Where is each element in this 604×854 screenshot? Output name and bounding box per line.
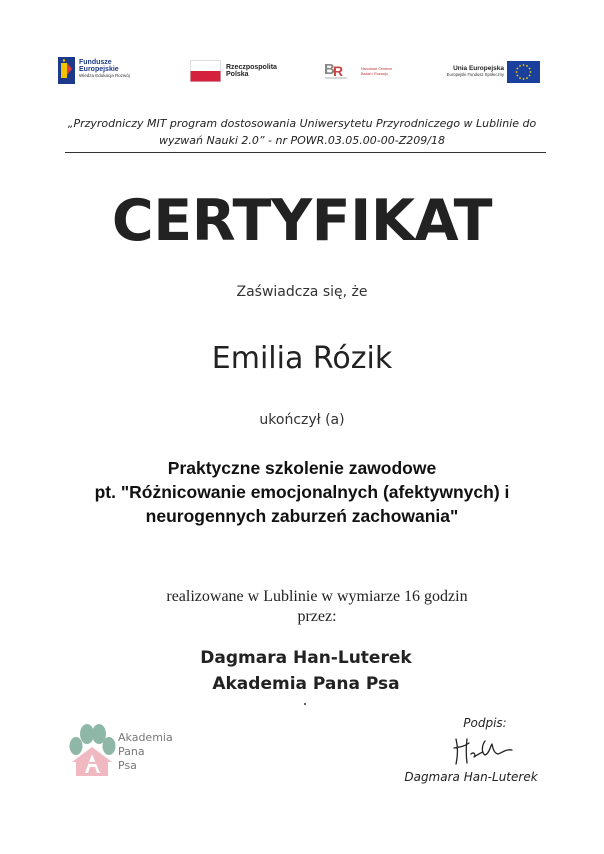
fe-title-2: Europejskie [79,66,119,74]
course-line-1: Praktyczne szkolenie zawodowe [167,458,437,478]
ncbr-mark-icon [323,58,349,82]
dot-mark [304,703,306,705]
course-title [40,456,564,528]
trainer-block [0,645,604,697]
svg-text:R: R [333,63,344,79]
logo-ncbr [323,58,393,84]
brand-line-3: Psa [118,759,137,772]
realization-line-2: przez: [297,608,337,625]
project-line-1: „Przyrodniczy MIT program dostosowania Uniwersytetu Przyrodniczego w Lublinie do [67,117,537,130]
project-description [40,115,564,149]
rp-title-2: Polska [226,71,249,79]
project-line-2: wyzwań Nauki 2.0” - nr POWR.03.05.00-00-Z209/18 [159,134,445,147]
fe-emblem-icon [58,57,75,84]
svg-text:B: B [324,61,335,78]
completed-text: ukończył (a) [259,412,345,428]
realization-line-1: realizowane w Lublinie w wymiarze 16 godzin [166,588,468,605]
divider-line [65,152,546,153]
ncbr-line-1: Narodowe Centrum [361,67,393,71]
eu-flag-icon [507,61,540,83]
fe-title-1: Fundusze [79,59,112,66]
course-line-3: neurogennych zaburzeń zachowania" [145,506,459,526]
brand-line-1: Akademia [118,731,173,744]
fe-subtitle: Wiedza Edukacja Rozwój [79,72,130,78]
trainer-name: Dagmara Han-Luterek [200,648,412,668]
brand-line-2: Pana [118,745,145,758]
handwritten-signature [452,733,516,767]
paw-house-icon [66,722,116,778]
ue-title: Unia Europejska [453,65,504,72]
signature-name: Dagmara Han-Luterek [404,770,538,784]
certificate-title: CERTYFIKAT [111,188,493,254]
polish-flag-icon [190,60,221,82]
recipient-name: Emilia Rózik [211,341,393,376]
ncbr-line-2: Badań i Rozwoju [361,71,388,76]
trainer-organization: Akademia Pana Psa [212,674,400,694]
signature-label: Podpis: [463,716,507,730]
ue-subtitle: Europejski Fundusz Społeczny [446,71,504,77]
intro-text: Zaświadcza się, że [236,284,368,300]
logo-fundusze-europejskie [58,57,148,87]
logo-rzeczpospolita [190,60,290,84]
course-line-2: pt. "Różnicowanie emocjonalnych (afektywnych) i [94,482,510,502]
rp-title-1: Rzeczpospolita [226,64,277,71]
logo-unia-europejska [432,60,542,84]
akademia-pana-psa-logo [66,722,186,778]
realization-info [0,587,604,627]
